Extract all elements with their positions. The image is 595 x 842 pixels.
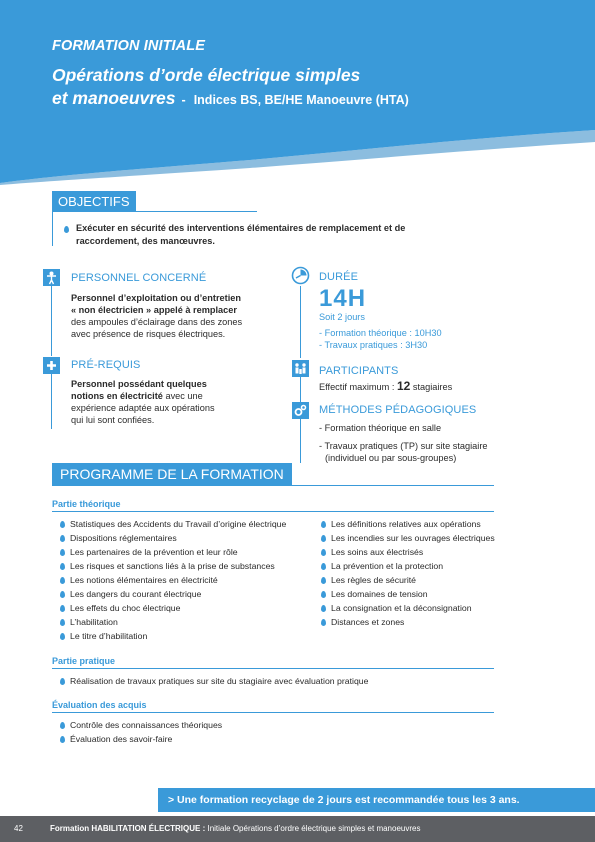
list-item-text: Distances et zones bbox=[331, 617, 405, 627]
prerequis-line1: Personnel possédant quelques bbox=[71, 379, 207, 389]
list-item bbox=[70, 533, 177, 544]
footer-bar bbox=[0, 816, 595, 842]
participants-sideline bbox=[300, 377, 301, 402]
drop-bullet-icon bbox=[321, 591, 326, 598]
plus-icon bbox=[43, 357, 60, 374]
drop-bullet-icon bbox=[60, 549, 65, 556]
header-banner bbox=[0, 0, 595, 185]
methodes-title: MÉTHODES PÉDAGOGIQUES bbox=[319, 404, 477, 416]
duree-title: DURÉE bbox=[319, 271, 359, 283]
page-number: 42 bbox=[14, 824, 23, 833]
list-item bbox=[331, 561, 443, 572]
drop-bullet-icon bbox=[321, 521, 326, 528]
theorie-underline bbox=[52, 511, 494, 512]
prerequis-title: PRÉ-REQUIS bbox=[71, 359, 141, 371]
list-item bbox=[331, 603, 472, 614]
header-indices: Indices BS, BE/HE Manoeuvre (HTA) bbox=[193, 93, 409, 107]
prerequis-line2 bbox=[71, 390, 203, 402]
pratique-title: Partie pratique bbox=[52, 656, 116, 666]
list-item-text: Le titre d’habilitation bbox=[70, 631, 148, 641]
personnel-line1: Personnel d’exploitation ou d’entretien bbox=[71, 293, 241, 303]
list-item-text: Les risques et sanctions liés à la prise de substances bbox=[70, 561, 275, 571]
drop-bullet-icon bbox=[60, 605, 65, 612]
drop-bullet-icon bbox=[60, 577, 65, 584]
methodes-item2: - Travaux pratiques (TP) sur site stagiaire bbox=[319, 441, 488, 451]
prerequis-sideline bbox=[51, 374, 52, 429]
header-title-line2-text: et manoeuvres bbox=[52, 88, 176, 108]
list-item-text: La consignation et la déconsignation bbox=[331, 603, 472, 613]
duree-hours: 14H bbox=[319, 285, 367, 312]
list-item bbox=[331, 617, 404, 628]
person-icon bbox=[43, 269, 60, 286]
list-item-text: Réalisation de travaux pratiques sur site du stagiaire avec évaluation pratique bbox=[70, 676, 369, 686]
list-item-text: Les définitions relatives aux opérations bbox=[331, 519, 481, 529]
list-item-text: Contrôle des connaissances théoriques bbox=[70, 720, 223, 730]
drop-bullet-icon bbox=[60, 633, 65, 640]
drop-bullet-icon bbox=[64, 226, 69, 233]
objectifs-label: OBJECTIFS bbox=[52, 191, 136, 212]
methodes-sideline bbox=[300, 419, 301, 463]
participants-count: 12 bbox=[396, 379, 411, 393]
list-item-text: Les partenaires de la prévention et leur rôle bbox=[70, 547, 238, 557]
prerequis-line3: expérience adaptée aux opérations bbox=[71, 403, 215, 413]
header-title-line1: Opérations d’orde électrique simples bbox=[52, 65, 361, 85]
footer-rest: Initiale Opérations d’ordre électrique simples et manoeuvres bbox=[205, 824, 421, 833]
eval-underline bbox=[52, 712, 494, 713]
list-item bbox=[70, 589, 201, 600]
duree-sideline bbox=[300, 286, 301, 358]
list-item bbox=[70, 575, 218, 586]
header-dash: - bbox=[181, 93, 186, 107]
list-item bbox=[70, 631, 147, 642]
personnel-sideline bbox=[51, 286, 52, 356]
list-item bbox=[70, 603, 180, 614]
prerequis-line2-rest: avec une bbox=[162, 391, 203, 401]
list-item-text: L’habilitation bbox=[70, 617, 118, 627]
theorie-title: Partie théorique bbox=[52, 499, 121, 509]
drop-bullet-icon bbox=[60, 563, 65, 570]
list-item-text: Dispositions réglementaires bbox=[70, 533, 177, 543]
participants-prefix: Effectif maximum : bbox=[319, 382, 397, 392]
list-item bbox=[70, 720, 222, 731]
list-item bbox=[70, 734, 172, 745]
gears-icon bbox=[292, 402, 309, 419]
methodes-item1: - Formation théorique en salle bbox=[319, 423, 442, 433]
duree-days: Soit 2 jours bbox=[319, 312, 365, 322]
list-item bbox=[331, 519, 481, 530]
participants-text bbox=[319, 380, 452, 393]
drop-bullet-icon bbox=[321, 563, 326, 570]
drop-bullet-icon bbox=[321, 577, 326, 584]
footer-text bbox=[50, 824, 420, 833]
header-title-line2 bbox=[52, 88, 409, 109]
objectifs-sideline bbox=[52, 211, 53, 246]
personnel-line2: « non électricien » appelé à remplacer bbox=[71, 305, 237, 315]
list-item bbox=[70, 676, 368, 687]
list-item-text: Statistiques des Accidents du Travail d’origine électrique bbox=[70, 519, 287, 529]
prerequis-line2-bold: notions en électricité bbox=[71, 391, 163, 401]
list-item-text: Les soins aux électrisés bbox=[331, 547, 424, 557]
prerequis-line4: qui lui sont confiées. bbox=[71, 415, 155, 425]
drop-bullet-icon bbox=[321, 549, 326, 556]
drop-bullet-icon bbox=[60, 521, 65, 528]
drop-bullet-icon bbox=[60, 619, 65, 626]
pratique-underline bbox=[52, 668, 494, 669]
drop-bullet-icon bbox=[60, 736, 65, 743]
drop-bullet-icon bbox=[60, 591, 65, 598]
personnel-title: PERSONNEL CONCERNÉ bbox=[71, 272, 207, 284]
personnel-line3: des ampoules d’éclairage dans des zones bbox=[71, 317, 243, 327]
list-item bbox=[331, 589, 428, 600]
list-item bbox=[331, 533, 495, 544]
list-item-text: La prévention et la protection bbox=[331, 561, 444, 571]
drop-bullet-icon bbox=[60, 722, 65, 729]
list-item-text: Les notions élémentaires en électricité bbox=[70, 575, 218, 585]
list-item bbox=[70, 561, 275, 572]
list-item-text: Les règles de sécurité bbox=[331, 575, 416, 585]
participants-unit: stagiaires bbox=[410, 382, 453, 392]
programme-label: PROGRAMME DE LA FORMATION bbox=[52, 463, 292, 485]
objectifs-underline bbox=[52, 211, 257, 212]
drop-bullet-icon bbox=[60, 678, 65, 685]
recyclage-notice: > Une formation recyclage de 2 jours est recommandée tous les 3 ans. bbox=[158, 788, 595, 812]
list-item bbox=[331, 547, 423, 558]
duree-pratique: - Travaux pratiques : 3H30 bbox=[319, 340, 428, 350]
objectifs-text: Exécuter en sécurité des interventions élémentaires de remplacement et de raccordement, des manœuvres. bbox=[76, 223, 406, 246]
personnel-line4: avec présence de risques électriques. bbox=[71, 329, 226, 339]
list-item-text: Les dangers du courant électrique bbox=[70, 589, 202, 599]
eval-title: Évaluation des acquis bbox=[52, 700, 147, 710]
list-item bbox=[70, 547, 238, 558]
participants-title: PARTICIPANTS bbox=[319, 365, 399, 377]
drop-bullet-icon bbox=[321, 535, 326, 542]
drop-bullet-icon bbox=[321, 619, 326, 626]
methodes-item2b: (individuel ou par sous-groupes) bbox=[325, 453, 457, 463]
group-icon bbox=[292, 360, 309, 377]
clock-icon bbox=[291, 266, 308, 283]
footer-bold: Formation HABILITATION ÉLECTRIQUE : bbox=[50, 824, 206, 833]
drop-bullet-icon bbox=[60, 535, 65, 542]
list-item bbox=[331, 575, 416, 586]
duree-theorique: - Formation théorique : 10H30 bbox=[319, 328, 442, 338]
list-item-text: Les incendies sur les ouvrages électriques bbox=[331, 533, 495, 543]
programme-underline bbox=[52, 485, 494, 486]
list-item bbox=[70, 617, 118, 628]
list-item-text: Les domaines de tension bbox=[331, 589, 428, 599]
drop-bullet-icon bbox=[321, 605, 326, 612]
header-kicker: FORMATION INITIALE bbox=[52, 38, 205, 54]
list-item bbox=[70, 519, 286, 530]
list-item-text: Les effets du choc électrique bbox=[70, 603, 181, 613]
list-item-text: Évaluation des savoir-faire bbox=[70, 734, 173, 744]
